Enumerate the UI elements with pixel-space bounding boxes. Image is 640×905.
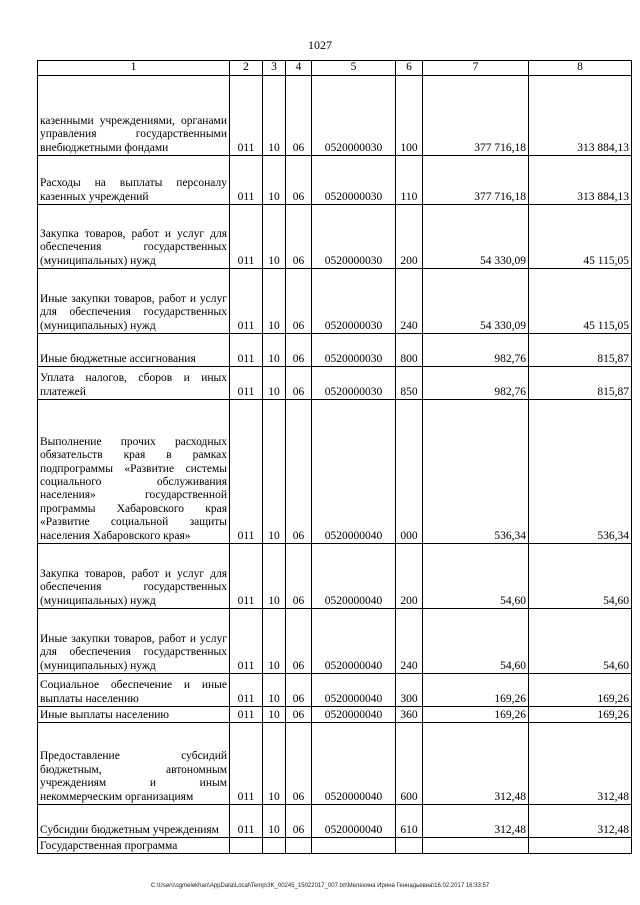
row-value-cell-8: 312,48 [529,723,632,805]
row-value-cell-7: 536,34 [423,400,529,544]
header-row [38,61,632,76]
row-value-cell-7: 982,76 [423,334,529,367]
row-name-cell: казенными учреждениями, органами управления государственными внебюджетными фондами [38,76,230,156]
row-value-cell-8: 169,26 [529,707,632,723]
row-value-cell-3: 10 [263,707,286,723]
row-value-cell-8: 313 884,13 [529,156,632,205]
row-value-cell-3: 10 [263,334,286,367]
table-row [38,76,632,156]
row-value-cell-4: 06 [286,544,312,609]
row-value-cell-7: 169,26 [423,707,529,723]
row-value-cell-6: 100 [396,76,423,156]
table-row [38,805,632,838]
row-value-cell-7: 54,60 [423,609,529,674]
row-value-cell-8: 169,26 [529,674,632,707]
row-value-cell-5: 0520000040 [312,723,396,805]
row-value-cell-4: 06 [286,674,312,707]
row-name-cell: Субсидии бюджетным учреждениям [38,805,230,838]
row-value-cell-3: 10 [263,400,286,544]
row-value-cell-2: 011 [230,805,263,838]
column-header-1: 1 [38,61,230,76]
row-value-cell-6: 110 [396,156,423,205]
row-value-cell-7: 54 330,09 [423,205,529,269]
row-value-cell-5 [312,838,396,854]
row-name-cell: Иные закупки товаров, работ и услуг для обеспечения государственных (муниципальных) нужд [38,609,230,674]
row-value-cell-8: 313 884,13 [529,76,632,156]
row-value-cell-5: 0520000040 [312,400,396,544]
column-header-8: 8 [529,61,632,76]
row-value-cell-8 [529,838,632,854]
row-value-cell-7: 54,60 [423,544,529,609]
row-value-cell-5: 0520000040 [312,805,396,838]
row-value-cell-3: 10 [263,544,286,609]
row-name-cell: Иные бюджетные ассигнования [38,334,230,367]
table-row [38,838,632,854]
row-value-cell-6: 600 [396,723,423,805]
row-name-cell: Предоставление субсидий бюджетным, автономным учреждениям и иным некоммерческим организациям [38,723,230,805]
table-body [38,76,632,854]
column-header-2: 2 [230,61,263,76]
row-name-cell: Социальное обеспечение и иные выплаты населению [38,674,230,707]
row-value-cell-2: 011 [230,76,263,156]
row-value-cell-7: 312,48 [423,805,529,838]
row-value-cell-4: 06 [286,334,312,367]
column-header-6: 6 [396,61,423,76]
row-value-cell-5: 0520000030 [312,334,396,367]
row-name-cell: Иные закупки товаров, работ и услуг для обеспечения государственных (муниципальных) нужд [38,269,230,334]
row-value-cell-6: 800 [396,334,423,367]
row-value-cell-4: 06 [286,76,312,156]
row-value-cell-3: 10 [263,674,286,707]
row-value-cell-5: 0520000030 [312,269,396,334]
row-value-cell-4: 06 [286,156,312,205]
row-value-cell-7: 377 716,18 [423,156,529,205]
row-value-cell-7: 982,76 [423,367,529,400]
column-header-3: 3 [263,61,286,76]
row-value-cell-4: 06 [286,400,312,544]
row-value-cell-2: 011 [230,544,263,609]
row-name-cell: Закупка товаров, работ и услуг для обеспечения государственных (муниципальных) нужд [38,544,230,609]
table-row [38,400,632,544]
table-row [38,544,632,609]
row-name-cell: Расходы на выплаты персоналу казенных учреждений [38,156,230,205]
row-value-cell-5: 0520000040 [312,707,396,723]
row-value-cell-4: 06 [286,609,312,674]
row-value-cell-6: 240 [396,609,423,674]
table-row [38,723,632,805]
table-row [38,269,632,334]
row-value-cell-3: 10 [263,723,286,805]
row-value-cell-5: 0520000040 [312,609,396,674]
row-value-cell-4 [286,838,312,854]
table-row [38,707,632,723]
row-value-cell-8: 54,60 [529,544,632,609]
row-value-cell-2 [230,838,263,854]
row-value-cell-2: 011 [230,205,263,269]
row-value-cell-3: 10 [263,609,286,674]
row-value-cell-2: 011 [230,156,263,205]
row-value-cell-4: 06 [286,805,312,838]
row-value-cell-6: 200 [396,544,423,609]
row-value-cell-6: 240 [396,269,423,334]
row-value-cell-8: 815,87 [529,367,632,400]
table-row [38,674,632,707]
row-name-cell: Выполнение прочих расходных обязательств края в рамках подпрограммы «Развитие системы социального обслуживания населения» государственной программы Хабаровского края «Развитие социальной защиты населения Хабаровского края» [38,400,230,544]
row-name-cell: Закупка товаров, работ и услуг для обеспечения государственных (муниципальных) нужд [38,205,230,269]
row-name-cell: Иные выплаты населению [38,707,230,723]
page-number: 1027 [308,38,332,52]
column-header-7: 7 [423,61,529,76]
column-header-4: 4 [286,61,312,76]
row-value-cell-6 [396,838,423,854]
row-value-cell-6: 360 [396,707,423,723]
row-value-cell-7: 377 716,18 [423,76,529,156]
table-row [38,367,632,400]
row-value-cell-5: 0520000030 [312,205,396,269]
row-value-cell-7: 54 330,09 [423,269,529,334]
row-value-cell-4: 06 [286,367,312,400]
table-row [38,334,632,367]
row-value-cell-5: 0520000040 [312,674,396,707]
row-name-cell: Государственная программа [38,838,230,854]
row-value-cell-6: 000 [396,400,423,544]
table-row [38,156,632,205]
row-value-cell-3: 10 [263,156,286,205]
row-value-cell-8: 312,48 [529,805,632,838]
row-value-cell-2: 011 [230,723,263,805]
row-value-cell-5: 0520000030 [312,367,396,400]
row-value-cell-4: 06 [286,269,312,334]
row-value-cell-2: 011 [230,674,263,707]
row-value-cell-2: 011 [230,400,263,544]
row-value-cell-2: 011 [230,334,263,367]
column-header-5: 5 [312,61,396,76]
table-row [38,609,632,674]
row-value-cell-8: 536,34 [529,400,632,544]
row-value-cell-6: 850 [396,367,423,400]
row-value-cell-2: 011 [230,269,263,334]
row-value-cell-5: 0520000040 [312,544,396,609]
row-value-cell-5: 0520000030 [312,76,396,156]
footer-path: C:\Users\sgmelekhan\AppData\Local\Temp\3K_00245_15022017_007.txt\Мелехина Ирина Геннадьевна\16.02.2017 16:33:57 [150,883,490,889]
row-value-cell-4: 06 [286,205,312,269]
row-value-cell-7: 312,48 [423,723,529,805]
row-value-cell-3: 10 [263,269,286,334]
row-value-cell-3: 10 [263,76,286,156]
row-name-cell: Уплата налогов, сборов и иных платежей [38,367,230,400]
row-value-cell-4: 06 [286,707,312,723]
table-row [38,205,632,269]
row-value-cell-6: 300 [396,674,423,707]
row-value-cell-3: 10 [263,205,286,269]
row-value-cell-2: 011 [230,609,263,674]
row-value-cell-8: 45 115,05 [529,205,632,269]
row-value-cell-3: 10 [263,367,286,400]
row-value-cell-4: 06 [286,723,312,805]
row-value-cell-5: 0520000030 [312,156,396,205]
row-value-cell-2: 011 [230,367,263,400]
row-value-cell-6: 610 [396,805,423,838]
row-value-cell-7 [423,838,529,854]
budget-table [37,60,632,854]
row-value-cell-7: 169,26 [423,674,529,707]
row-value-cell-3: 10 [263,805,286,838]
row-value-cell-8: 54,60 [529,609,632,674]
row-value-cell-2: 011 [230,707,263,723]
row-value-cell-3 [263,838,286,854]
row-value-cell-8: 45 115,05 [529,269,632,334]
row-value-cell-6: 200 [396,205,423,269]
row-value-cell-8: 815,87 [529,334,632,367]
